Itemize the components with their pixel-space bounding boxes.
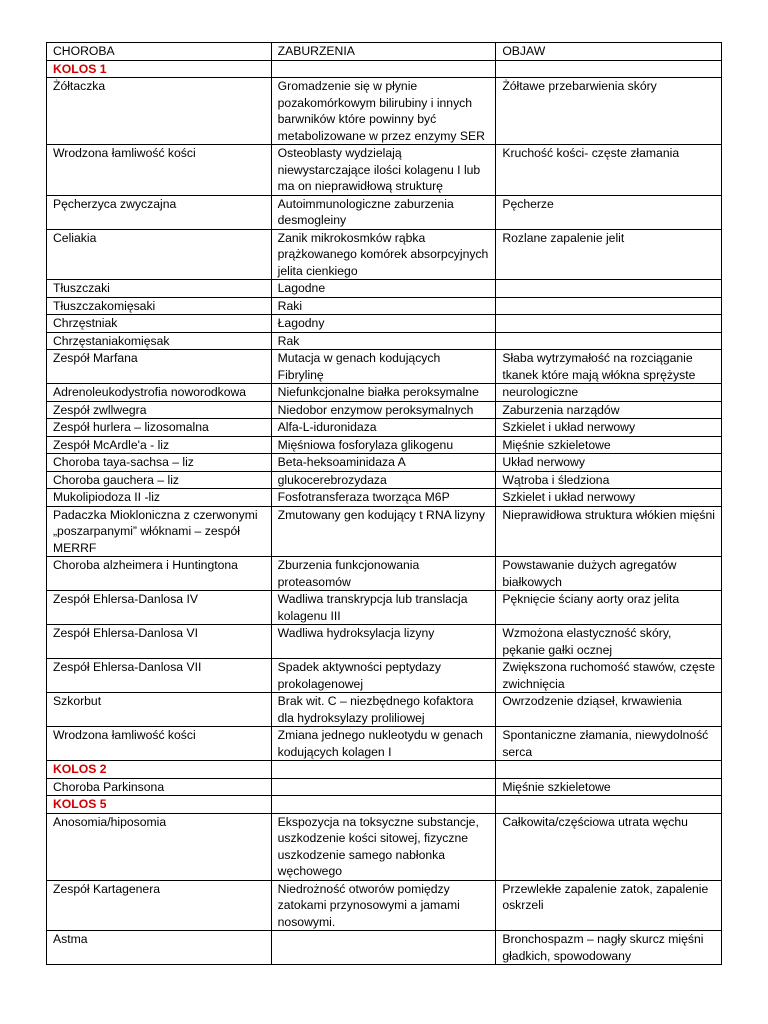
cell-zaburzenia: Rak bbox=[271, 332, 496, 350]
cell-zaburzenia bbox=[271, 778, 496, 796]
cell-zaburzenia: Mutacja w genach kodujących Fibrylinę bbox=[271, 350, 496, 384]
cell-choroba: Zespół zwllwegra bbox=[47, 401, 272, 419]
cell-choroba: Padaczka Miokloniczna z czerwonymi „poszarpanymi” włóknami – zespół MERRF bbox=[47, 506, 272, 557]
cell-objaw: Wzmożona elastyczność skóry, pękanie gałki ocznej bbox=[496, 625, 722, 659]
cell-choroba: Zespół McArdle'a - liz bbox=[47, 436, 272, 454]
cell-choroba: KOLOS 5 bbox=[47, 796, 272, 814]
cell-objaw: neurologiczne bbox=[496, 384, 722, 402]
cell-objaw: Owrzodzenie dziąseł, krwawienia bbox=[496, 693, 722, 727]
table-row bbox=[47, 880, 722, 931]
cell-choroba: Adrenoleukodystrofia noworodkowa bbox=[47, 384, 272, 402]
cell-zaburzenia bbox=[271, 796, 496, 814]
cell-zaburzenia: Zmutowany gen kodujący t RNA lizyny bbox=[271, 506, 496, 557]
table-row bbox=[47, 489, 722, 507]
table-row bbox=[47, 693, 722, 727]
cell-choroba: Choroba taya-sachsa – liz bbox=[47, 454, 272, 472]
section-row bbox=[47, 796, 722, 814]
table-row bbox=[47, 315, 722, 333]
cell-choroba: Tłuszczakomięsaki bbox=[47, 297, 272, 315]
cell-zaburzenia: Zanik mikrokosmków rąbka prążkowanego komórek absorpcyjnych jelita cienkiego bbox=[271, 229, 496, 280]
table-row bbox=[47, 419, 722, 437]
header-zaburzenia: ZABURZENIA bbox=[271, 43, 496, 61]
cell-zaburzenia: Łagodny bbox=[271, 315, 496, 333]
cell-objaw: Wątroba i śledziona bbox=[496, 471, 722, 489]
table-row bbox=[47, 384, 722, 402]
cell-zaburzenia: Osteoblasty wydzielają niewystarczające ilości kolagenu I lub ma on nieprawidłową strukturę bbox=[271, 145, 496, 196]
cell-choroba: Celiakia bbox=[47, 229, 272, 280]
cell-objaw: Rozlane zapalenie jelit bbox=[496, 229, 722, 280]
cell-choroba: Anosomia/hiposomia bbox=[47, 813, 272, 880]
table-row bbox=[47, 350, 722, 384]
cell-choroba: KOLOS 1 bbox=[47, 60, 272, 78]
cell-zaburzenia: glukocerebrozydaza bbox=[271, 471, 496, 489]
cell-choroba: Wrodzona łamliwość kości bbox=[47, 145, 272, 196]
table-row bbox=[47, 557, 722, 591]
cell-choroba: KOLOS 2 bbox=[47, 761, 272, 779]
cell-objaw: Pęknięcie ściany aorty oraz jelita bbox=[496, 591, 722, 625]
cell-choroba: Zespół Ehlersa-Danlosa IV bbox=[47, 591, 272, 625]
cell-zaburzenia: Niedrożność otworów pomiędzy zatokami przynosowymi a jamami nosowymi. bbox=[271, 880, 496, 931]
header-choroba: CHOROBA bbox=[47, 43, 272, 61]
cell-zaburzenia: Niefunkcjonalne białka peroksymalne bbox=[271, 384, 496, 402]
table-row bbox=[47, 229, 722, 280]
cell-objaw: Przewlekłe zapalenie zatok, zapalenie oskrzeli bbox=[496, 880, 722, 931]
cell-objaw bbox=[496, 796, 722, 814]
cell-choroba: Mukolipiodoza II -liz bbox=[47, 489, 272, 507]
cell-objaw: Układ nerwowy bbox=[496, 454, 722, 472]
cell-objaw: Żółtawe przebarwienia skóry bbox=[496, 78, 722, 145]
cell-zaburzenia: Fosfotransferaza tworząca M6P bbox=[271, 489, 496, 507]
table-row bbox=[47, 401, 722, 419]
cell-objaw bbox=[496, 280, 722, 298]
cell-objaw bbox=[496, 761, 722, 779]
cell-choroba: Chrzęstaniakomięsak bbox=[47, 332, 272, 350]
cell-zaburzenia: Spadek aktywności peptydazy prokolagenowej bbox=[271, 659, 496, 693]
cell-choroba: Choroba alzheimera i Huntingtona bbox=[47, 557, 272, 591]
cell-zaburzenia: Ekspozycja na toksyczne substancje, uszkodzenie kości sitowej, fizyczne uszkodzenie samego nabłonka węchowego bbox=[271, 813, 496, 880]
cell-choroba: Wrodzona łamliwość kości bbox=[47, 727, 272, 761]
cell-objaw: Szkielet i układ nerwowy bbox=[496, 489, 722, 507]
cell-choroba: Żółtaczka bbox=[47, 78, 272, 145]
cell-objaw: Zaburzenia narządów bbox=[496, 401, 722, 419]
cell-objaw: Bronchospazm – nagły skurcz mięśni gładkich, spowodowany bbox=[496, 931, 722, 965]
cell-objaw: Mięśnie szkieletowe bbox=[496, 778, 722, 796]
cell-zaburzenia: Lagodne bbox=[271, 280, 496, 298]
cell-zaburzenia: Niedobor enzymow peroksymalnych bbox=[271, 401, 496, 419]
cell-zaburzenia: Wadliwa hydroksylacja lizyny bbox=[271, 625, 496, 659]
cell-objaw: Słaba wytrzymałość na rozciąganie tkanek które mają włókna sprężyste bbox=[496, 350, 722, 384]
cell-zaburzenia: Alfa-L-iduronidaza bbox=[271, 419, 496, 437]
table-row bbox=[47, 471, 722, 489]
cell-choroba: Zespół Ehlersa-Danlosa VII bbox=[47, 659, 272, 693]
table-row bbox=[47, 591, 722, 625]
cell-objaw bbox=[496, 332, 722, 350]
cell-choroba: Zespół Marfana bbox=[47, 350, 272, 384]
table-row bbox=[47, 195, 722, 229]
cell-zaburzenia: Raki bbox=[271, 297, 496, 315]
cell-zaburzenia bbox=[271, 761, 496, 779]
cell-choroba: Zespół Kartagenera bbox=[47, 880, 272, 931]
cell-choroba: Astma bbox=[47, 931, 272, 965]
cell-choroba: Pęcherzyca zwyczajna bbox=[47, 195, 272, 229]
table-row bbox=[47, 332, 722, 350]
header-objaw: OBJAW bbox=[496, 43, 722, 61]
cell-zaburzenia: Beta-heksoaminidaza A bbox=[271, 454, 496, 472]
cell-objaw: Mięśnie szkieletowe bbox=[496, 436, 722, 454]
cell-zaburzenia: Mięśniowa fosforylaza glikogenu bbox=[271, 436, 496, 454]
cell-objaw bbox=[496, 315, 722, 333]
cell-objaw: Całkowita/częściowa utrata węchu bbox=[496, 813, 722, 880]
cell-zaburzenia: Zburzenia funkcjonowania proteasomów bbox=[271, 557, 496, 591]
table-row bbox=[47, 625, 722, 659]
table-row bbox=[47, 436, 722, 454]
table-row bbox=[47, 813, 722, 880]
cell-zaburzenia: Brak wit. C – niezbędnego kofaktora dla hydroksylazy proliliowej bbox=[271, 693, 496, 727]
cell-objaw: Kruchość kości- częste złamania bbox=[496, 145, 722, 196]
cell-choroba: Zespół Ehlersa-Danlosa VI bbox=[47, 625, 272, 659]
section-row bbox=[47, 761, 722, 779]
cell-choroba: Szkorbut bbox=[47, 693, 272, 727]
table-row bbox=[47, 659, 722, 693]
cell-zaburzenia: Wadliwa transkrypcja lub translacja kolagenu III bbox=[271, 591, 496, 625]
table-row bbox=[47, 727, 722, 761]
cell-zaburzenia: Zmiana jednego nukleotydu w genach kodujących kolagen I bbox=[271, 727, 496, 761]
cell-zaburzenia: Gromadzenie się w płynie pozakomórkowym bilirubiny i innych barwników które powinny być metabolizowane w przez enzymy SER bbox=[271, 78, 496, 145]
disease-table bbox=[46, 42, 722, 965]
cell-zaburzenia bbox=[271, 931, 496, 965]
table-header-row bbox=[47, 43, 722, 61]
cell-zaburzenia: Autoimmunologiczne zaburzenia desmogleiny bbox=[271, 195, 496, 229]
table-row bbox=[47, 454, 722, 472]
cell-objaw: Powstawanie dużych agregatów białkowych bbox=[496, 557, 722, 591]
cell-choroba: Choroba gauchera – liz bbox=[47, 471, 272, 489]
table-row bbox=[47, 78, 722, 145]
table-row bbox=[47, 297, 722, 315]
cell-objaw: Szkielet i układ nerwowy bbox=[496, 419, 722, 437]
cell-choroba: Chrzęstniak bbox=[47, 315, 272, 333]
cell-zaburzenia bbox=[271, 60, 496, 78]
table-row bbox=[47, 931, 722, 965]
cell-objaw bbox=[496, 297, 722, 315]
table-row bbox=[47, 778, 722, 796]
table-row bbox=[47, 145, 722, 196]
section-row bbox=[47, 60, 722, 78]
cell-objaw: Zwiększona ruchomość stawów, częste zwichnięcia bbox=[496, 659, 722, 693]
cell-choroba: Tłuszczaki bbox=[47, 280, 272, 298]
cell-objaw: Nieprawidłowa struktura włókien mięśni bbox=[496, 506, 722, 557]
cell-objaw: Pęcherze bbox=[496, 195, 722, 229]
cell-choroba: Zespół hurlera – lizosomalna bbox=[47, 419, 272, 437]
cell-objaw: Spontaniczne złamania, niewydolność serca bbox=[496, 727, 722, 761]
cell-choroba: Choroba Parkinsona bbox=[47, 778, 272, 796]
cell-objaw bbox=[496, 60, 722, 78]
table-row bbox=[47, 506, 722, 557]
table-row bbox=[47, 280, 722, 298]
